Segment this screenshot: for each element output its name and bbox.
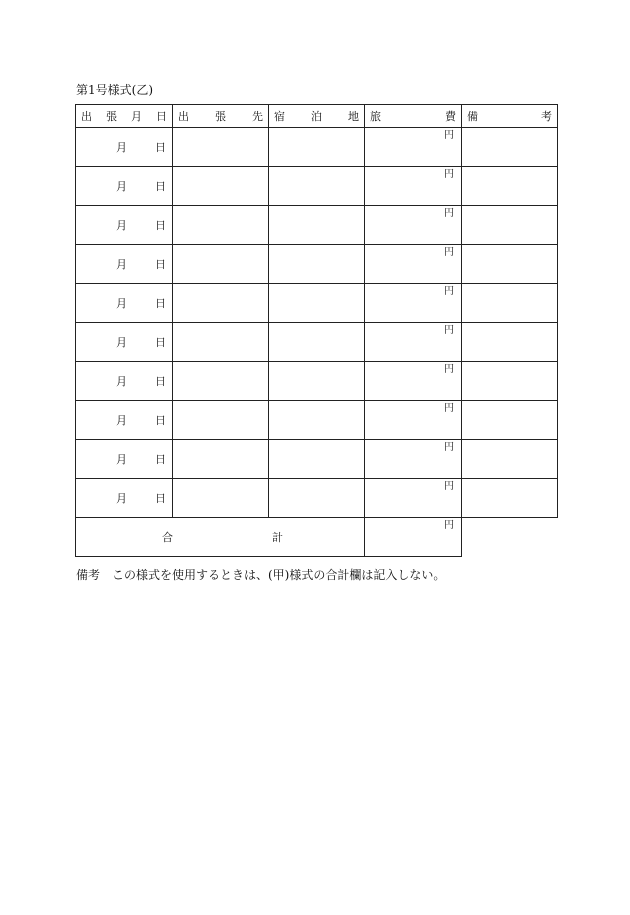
cell-lodging-place xyxy=(269,362,365,401)
cell-destination xyxy=(173,479,269,518)
header-char: 地 xyxy=(348,110,359,123)
day-label: 日 xyxy=(155,414,166,427)
month-label: 月 xyxy=(116,180,127,193)
header-char: 宿 xyxy=(274,110,285,123)
month-day xyxy=(76,206,172,244)
table-row xyxy=(76,323,558,362)
yen-label: 円 xyxy=(444,520,454,531)
month-label: 月 xyxy=(116,219,127,232)
header-char: 月 xyxy=(131,110,142,123)
cell-trip-date xyxy=(76,206,173,245)
month-label: 月 xyxy=(116,336,127,349)
travel-expense-table xyxy=(75,104,558,557)
table-row xyxy=(76,167,558,206)
cell-lodging-place xyxy=(269,479,365,518)
table-row xyxy=(76,206,558,245)
header-char: 泊 xyxy=(311,110,322,123)
header-char: 備 xyxy=(467,110,478,123)
cell-total-expense xyxy=(365,518,462,557)
cell-total-label xyxy=(76,518,365,557)
cell-travel-expense xyxy=(365,401,462,440)
table-row xyxy=(76,479,558,518)
cell-destination xyxy=(173,284,269,323)
cell-travel-expense xyxy=(365,479,462,518)
cell-trip-date xyxy=(76,245,173,284)
month-label: 月 xyxy=(116,297,127,310)
header-trip-date xyxy=(76,105,173,128)
cell-trip-date xyxy=(76,401,173,440)
day-label: 日 xyxy=(155,180,166,193)
cell-remarks xyxy=(462,440,558,479)
header-char: 張 xyxy=(215,110,226,123)
header-char: 旅 xyxy=(370,110,381,123)
cell-lodging-place xyxy=(269,284,365,323)
month-label: 月 xyxy=(116,375,127,388)
yen-label: 円 xyxy=(444,442,454,453)
header-row xyxy=(76,105,558,128)
month-day xyxy=(76,362,172,400)
cell-remarks xyxy=(462,479,558,518)
yen-label: 円 xyxy=(444,208,454,219)
form-title: 第1号様式(乙) xyxy=(76,83,153,97)
cell-trip-date xyxy=(76,362,173,401)
cell-lodging-place xyxy=(269,128,365,167)
table-row xyxy=(76,362,558,401)
month-day xyxy=(76,323,172,361)
month-label: 月 xyxy=(116,492,127,505)
cell-trip-date xyxy=(76,284,173,323)
header-char: 費 xyxy=(445,110,456,123)
header-char: 出 xyxy=(81,110,92,123)
header-char: 張 xyxy=(106,110,117,123)
month-day xyxy=(76,245,172,283)
cell-travel-expense xyxy=(365,245,462,284)
cell-remarks xyxy=(462,167,558,206)
month-day xyxy=(76,128,172,166)
day-label: 日 xyxy=(155,453,166,466)
header-char: 日 xyxy=(156,110,167,123)
yen-label: 円 xyxy=(444,403,454,414)
cell-destination xyxy=(173,206,269,245)
month-day xyxy=(76,440,172,478)
month-label: 月 xyxy=(116,453,127,466)
cell-remarks xyxy=(462,362,558,401)
cell-remarks xyxy=(462,128,558,167)
cell-trip-date xyxy=(76,479,173,518)
cell-lodging-place xyxy=(269,245,365,284)
yen-label: 円 xyxy=(444,169,454,180)
day-label: 日 xyxy=(155,375,166,388)
cell-lodging-place xyxy=(269,167,365,206)
month-day xyxy=(76,284,172,322)
cell-trip-date xyxy=(76,323,173,362)
cell-destination xyxy=(173,362,269,401)
day-label: 日 xyxy=(155,141,166,154)
table-row xyxy=(76,401,558,440)
cell-lodging-place xyxy=(269,440,365,479)
cell-travel-expense xyxy=(365,206,462,245)
cell-trip-date xyxy=(76,128,173,167)
header-char: 考 xyxy=(541,110,552,123)
cell-travel-expense xyxy=(365,440,462,479)
cell-blank xyxy=(462,518,558,557)
yen-label: 円 xyxy=(444,481,454,492)
yen-label: 円 xyxy=(444,286,454,297)
cell-lodging-place xyxy=(269,323,365,362)
cell-remarks xyxy=(462,323,558,362)
day-label: 日 xyxy=(155,492,166,505)
table-row xyxy=(76,284,558,323)
cell-travel-expense xyxy=(365,167,462,206)
cell-destination xyxy=(173,245,269,284)
yen-label: 円 xyxy=(444,364,454,375)
month-label: 月 xyxy=(116,414,127,427)
table-row xyxy=(76,440,558,479)
cell-destination xyxy=(173,167,269,206)
table-row xyxy=(76,245,558,284)
cell-trip-date xyxy=(76,440,173,479)
cell-remarks xyxy=(462,206,558,245)
month-day xyxy=(76,479,172,517)
month-day xyxy=(76,401,172,439)
cell-remarks xyxy=(462,401,558,440)
cell-remarks xyxy=(462,245,558,284)
cell-travel-expense xyxy=(365,362,462,401)
header-char: 先 xyxy=(252,110,263,123)
day-label: 日 xyxy=(155,336,166,349)
cell-travel-expense xyxy=(365,128,462,167)
cell-lodging-place xyxy=(269,206,365,245)
yen-label: 円 xyxy=(444,325,454,336)
day-label: 日 xyxy=(155,258,166,271)
header-travel-expense xyxy=(365,105,462,128)
cell-trip-date xyxy=(76,167,173,206)
day-label: 日 xyxy=(155,219,166,232)
header-remarks xyxy=(462,105,558,128)
header-lodging-place xyxy=(269,105,365,128)
day-label: 日 xyxy=(155,297,166,310)
yen-label: 円 xyxy=(444,247,454,258)
remark-note: 備考 この様式を使用するときは、(甲)様式の合計欄は記入しない。 xyxy=(76,568,446,582)
cell-destination xyxy=(173,323,269,362)
total-label-char: 計 xyxy=(272,531,283,544)
month-day xyxy=(76,167,172,205)
total-row xyxy=(76,518,558,557)
table-row xyxy=(76,128,558,167)
month-label: 月 xyxy=(116,141,127,154)
header-destination xyxy=(173,105,269,128)
cell-destination xyxy=(173,440,269,479)
cell-travel-expense xyxy=(365,323,462,362)
cell-destination xyxy=(173,128,269,167)
cell-travel-expense xyxy=(365,284,462,323)
cell-destination xyxy=(173,401,269,440)
cell-lodging-place xyxy=(269,401,365,440)
cell-remarks xyxy=(462,284,558,323)
yen-label: 円 xyxy=(444,130,454,141)
total-label-char: 合 xyxy=(162,531,173,544)
header-char: 出 xyxy=(178,110,189,123)
month-label: 月 xyxy=(116,258,127,271)
